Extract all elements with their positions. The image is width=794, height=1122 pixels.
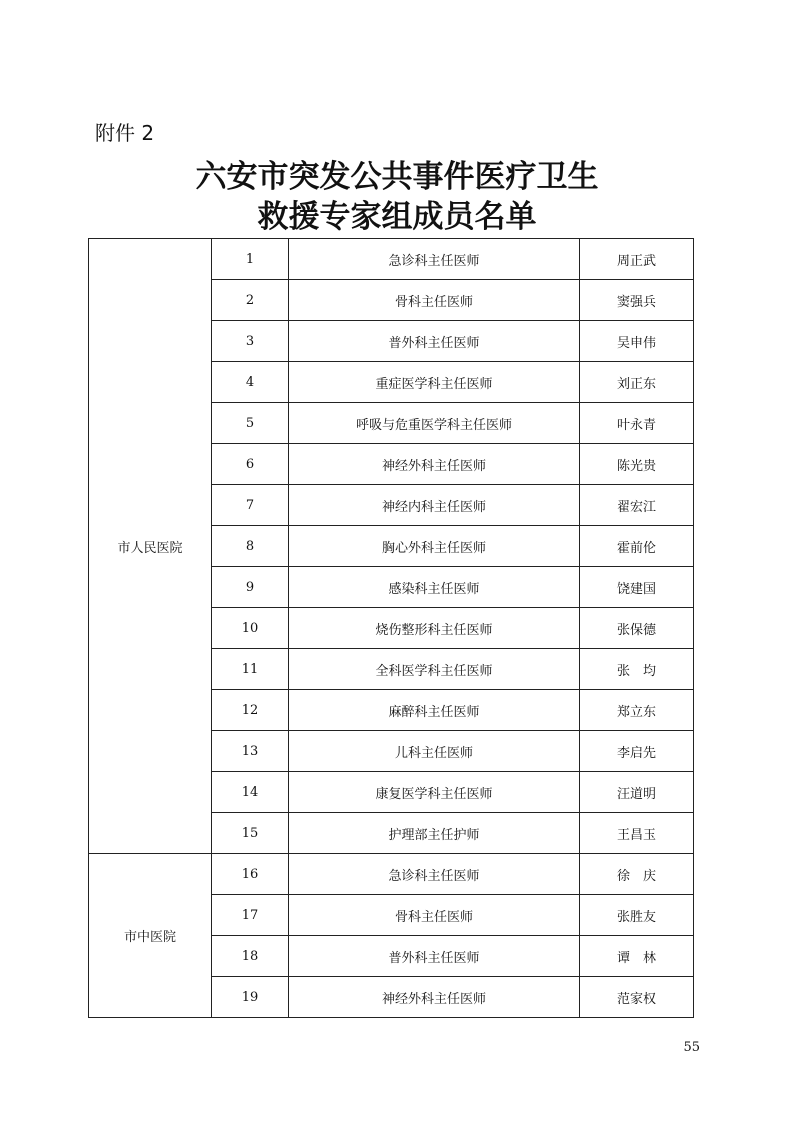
title-line-1: 六安市突发公共事件医疗卫生	[195, 159, 599, 195]
position-cell: 呼吸与危重医学科主任医师	[289, 403, 580, 444]
expert-name-cell: 窦强兵	[580, 280, 694, 321]
serial-number-cell: 17	[212, 895, 289, 936]
serial-number-cell: 19	[212, 977, 289, 1018]
position-cell: 骨科主任医师	[289, 280, 580, 321]
position-cell: 神经外科主任医师	[289, 444, 580, 485]
attachment-label: 附件 2	[95, 121, 155, 145]
position-cell: 普外科主任医师	[289, 936, 580, 977]
serial-number-cell: 4	[212, 362, 289, 403]
position-cell: 普外科主任医师	[289, 321, 580, 362]
document-title	[0, 157, 794, 237]
expert-name-cell: 刘正东	[580, 362, 694, 403]
serial-number-cell: 15	[212, 813, 289, 854]
position-cell: 烧伤整形科主任医师	[289, 608, 580, 649]
position-cell: 儿科主任医师	[289, 731, 580, 772]
position-cell: 胸心外科主任医师	[289, 526, 580, 567]
expert-name-cell: 翟宏江	[580, 485, 694, 526]
expert-name-cell: 王昌玉	[580, 813, 694, 854]
table-row	[89, 854, 694, 895]
roster-body	[89, 239, 694, 1018]
expert-name-cell: 周正武	[580, 239, 694, 280]
expert-name-cell: 汪道明	[580, 772, 694, 813]
expert-name-cell: 霍前伦	[580, 526, 694, 567]
serial-number-cell: 6	[212, 444, 289, 485]
expert-name-cell: 张 均	[580, 649, 694, 690]
expert-name-cell: 张胜友	[580, 895, 694, 936]
position-cell: 感染科主任医师	[289, 567, 580, 608]
position-cell: 骨科主任医师	[289, 895, 580, 936]
serial-number-cell: 9	[212, 567, 289, 608]
expert-name-cell: 郑立东	[580, 690, 694, 731]
expert-roster-table	[88, 238, 694, 1018]
serial-number-cell: 10	[212, 608, 289, 649]
serial-number-cell: 18	[212, 936, 289, 977]
serial-number-cell: 11	[212, 649, 289, 690]
page-number: 55	[683, 1040, 700, 1055]
serial-number-cell: 8	[212, 526, 289, 567]
serial-number-cell: 16	[212, 854, 289, 895]
position-cell: 护理部主任护师	[289, 813, 580, 854]
serial-number-cell: 14	[212, 772, 289, 813]
expert-name-cell: 李启先	[580, 731, 694, 772]
serial-number-cell: 3	[212, 321, 289, 362]
expert-name-cell: 徐 庆	[580, 854, 694, 895]
expert-name-cell: 张保德	[580, 608, 694, 649]
position-cell: 全科医学科主任医师	[289, 649, 580, 690]
expert-name-cell: 陈光贵	[580, 444, 694, 485]
position-cell: 神经内科主任医师	[289, 485, 580, 526]
position-cell: 神经外科主任医师	[289, 977, 580, 1018]
expert-name-cell: 谭 林	[580, 936, 694, 977]
expert-name-cell: 范家权	[580, 977, 694, 1018]
expert-name-cell: 叶永青	[580, 403, 694, 444]
hospital-name-cell: 市人民医院	[89, 239, 212, 854]
serial-number-cell: 12	[212, 690, 289, 731]
position-cell: 重症医学科主任医师	[289, 362, 580, 403]
position-cell: 急诊科主任医师	[289, 854, 580, 895]
hospital-name-cell: 市中医院	[89, 854, 212, 1018]
table-row	[89, 239, 694, 280]
serial-number-cell: 13	[212, 731, 289, 772]
expert-name-cell: 饶建国	[580, 567, 694, 608]
serial-number-cell: 5	[212, 403, 289, 444]
expert-name-cell: 吴申伟	[580, 321, 694, 362]
serial-number-cell: 7	[212, 485, 289, 526]
serial-number-cell: 2	[212, 280, 289, 321]
position-cell: 康复医学科主任医师	[289, 772, 580, 813]
position-cell: 麻醉科主任医师	[289, 690, 580, 731]
serial-number-cell: 1	[212, 239, 289, 280]
position-cell: 急诊科主任医师	[289, 239, 580, 280]
title-line-2: 救援专家组成员名单	[257, 199, 537, 235]
